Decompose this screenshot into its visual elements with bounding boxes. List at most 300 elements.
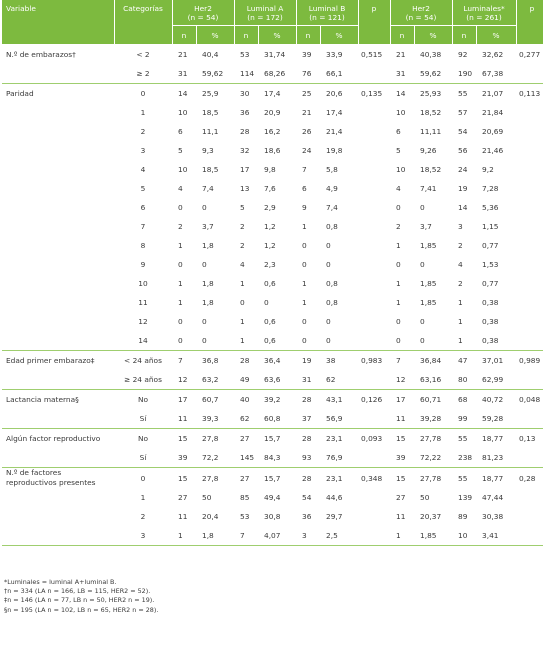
luminal-a-n-cell: 1	[240, 317, 245, 326]
table-body	[2, 45, 543, 546]
category-cell: Sí	[139, 453, 147, 462]
her2-pct-cell: 11,1	[202, 127, 219, 136]
her2-n-cell: 7	[172, 351, 196, 371]
her2-n-cell: 12	[178, 375, 188, 384]
luminal-a-n-cell: 53	[240, 512, 250, 521]
category-cell: 3	[140, 146, 146, 155]
her2-b-pct-cell: 27,78	[414, 468, 452, 489]
luminal-b-n-cell: 28	[296, 429, 320, 449]
luminales-pct-cell: 47,44	[482, 493, 504, 502]
luminal-a-n-cell: 28	[240, 127, 250, 136]
luminal-a-pct-cell: 0,6	[264, 317, 276, 326]
her2-pct-cell: 3,7	[202, 222, 214, 231]
table-row	[2, 122, 543, 141]
table-row	[2, 274, 543, 293]
luminales-n-cell: 2	[458, 279, 463, 288]
her2-b-n-cell: 1	[390, 526, 414, 546]
luminal-b-n-cell: 1	[302, 298, 307, 307]
category-cell: 2	[140, 512, 146, 521]
her2-b-pct-cell: 18,52	[420, 165, 442, 174]
luminal-a-n-cell: 36	[240, 108, 250, 117]
p-value-1-cell	[358, 160, 390, 179]
luminal-a-n-cell: 40	[234, 390, 258, 410]
luminal-a-n-cell: 62	[240, 414, 250, 423]
her2-b-pct-cell: 0	[420, 336, 425, 345]
luminal-a-n-cell: 32	[240, 146, 250, 155]
her2-pct-cell: 9,3	[202, 146, 214, 155]
table-row	[2, 236, 543, 255]
her2-b-n-cell: 11	[396, 414, 406, 423]
luminal-b-pct-cell: 62	[326, 375, 336, 384]
header-group-her2-b: Her2 (n = 54)	[390, 0, 452, 26]
variable-label	[2, 198, 114, 217]
luminal-b-pct-cell: 23,1	[320, 468, 358, 489]
luminal-a-n-cell: 1	[240, 279, 245, 288]
header-n: n	[390, 26, 414, 45]
p-value-2-cell	[516, 64, 543, 84]
luminales-pct-cell: 18,77	[476, 429, 516, 449]
table-row	[2, 84, 543, 104]
her2-b-pct-cell: 7,41	[420, 184, 437, 193]
luminales-n-cell: 47	[452, 351, 476, 371]
p-value-2-cell	[516, 141, 543, 160]
luminales-n-cell: 89	[458, 512, 468, 521]
luminal-b-pct-cell: 0,8	[326, 279, 338, 288]
luminal-b-n-cell: 0	[302, 317, 307, 326]
her2-b-n-cell: 0	[396, 260, 401, 269]
p-value-2-cell: 0,28	[516, 468, 543, 489]
p-value-1-cell	[358, 64, 390, 84]
p-value-1-cell: 0,983	[358, 351, 390, 371]
luminal-b-pct-cell: 29,7	[326, 512, 343, 521]
category-cell: 11	[138, 298, 148, 307]
luminales-n-cell: 24	[458, 165, 468, 174]
luminal-b-pct-cell: 0	[326, 317, 331, 326]
her2-b-n-cell: 15	[390, 429, 414, 449]
luminales-n-cell: 57	[458, 108, 468, 117]
variable-label	[2, 370, 114, 390]
luminales-n-cell: 3	[458, 222, 463, 231]
luminal-b-pct-cell: 76,9	[326, 453, 343, 462]
luminal-b-n-cell: 0	[302, 241, 307, 250]
her2-n-cell: 1	[172, 526, 196, 546]
luminal-a-pct-cell: 30,8	[264, 512, 281, 521]
her2-n-cell: 1	[178, 298, 183, 307]
luminales-pct-cell: 5,36	[482, 203, 499, 212]
her2-b-pct-cell: 3,7	[420, 222, 432, 231]
luminal-a-pct-cell: 68,26	[264, 69, 286, 78]
header-pct: %	[196, 26, 234, 45]
category-cell: < 24 años	[114, 351, 172, 371]
luminales-pct-cell: 18,77	[476, 468, 516, 489]
luminales-pct-cell: 67,38	[482, 69, 504, 78]
luminal-a-n-cell: 49	[240, 375, 250, 384]
her2-n-cell: 2	[178, 222, 183, 231]
her2-b-pct-cell: 0	[420, 317, 425, 326]
her2-b-pct-cell: 40,38	[414, 45, 452, 65]
table-row	[2, 409, 543, 429]
category-cell: 7	[140, 222, 146, 231]
her2-b-pct-cell: 1,85	[420, 279, 437, 288]
luminal-a-n-cell: 145	[240, 453, 255, 462]
luminal-a-pct-cell: 0,6	[264, 279, 276, 288]
her2-pct-cell: 0	[202, 336, 207, 345]
luminales-n-cell: 14	[458, 203, 468, 212]
her2-b-pct-cell: 1,85	[414, 526, 452, 546]
category-cell: ≥ 24 años	[124, 375, 162, 384]
her2-b-n-cell: 14	[390, 84, 414, 104]
her2-pct-cell: 27,8	[196, 468, 234, 489]
category-cell: 0	[114, 84, 172, 104]
luminal-b-n-cell: 24	[302, 146, 312, 155]
her2-n-cell: 17	[172, 390, 196, 410]
category-cell: 4	[140, 165, 146, 174]
variable-label	[2, 255, 114, 274]
luminal-a-pct-cell: 9,8	[264, 165, 276, 174]
luminal-b-pct-cell: 38	[320, 351, 358, 371]
luminal-b-pct-cell: 0,8	[326, 298, 338, 307]
category-cell: 10	[138, 279, 148, 288]
luminales-pct-cell: 59,28	[482, 414, 504, 423]
luminales-pct-cell: 37,01	[476, 351, 516, 371]
her2-pct-cell: 40,4	[196, 45, 234, 65]
her2-pct-cell: 18,5	[202, 165, 219, 174]
p-value-1-cell	[358, 274, 390, 293]
luminal-b-pct-cell: 66,1	[326, 69, 343, 78]
luminales-pct-cell: 21,84	[482, 108, 504, 117]
table-row	[2, 370, 543, 390]
her2-n-cell: 10	[178, 165, 188, 174]
variable-label	[2, 448, 114, 468]
her2-n-cell: 10	[178, 108, 188, 117]
her2-b-n-cell: 39	[396, 453, 406, 462]
header-n: n	[234, 26, 258, 45]
footnote: †n = 334 (LA n = 166, LB = 115, HER2 = 52).	[4, 587, 151, 596]
her2-b-n-cell: 10	[396, 108, 406, 117]
luminal-b-n-cell: 21	[302, 108, 312, 117]
her2-n-cell: 14	[172, 84, 196, 104]
category-cell: 8	[140, 241, 146, 250]
header-pct: %	[320, 26, 358, 45]
her2-pct-cell: 0	[202, 260, 207, 269]
p-value-1-cell	[358, 409, 390, 429]
p-value-2-cell: 0,989	[516, 351, 543, 371]
luminales-pct-cell: 0,38	[482, 298, 499, 307]
luminal-a-n-cell: 30	[234, 84, 258, 104]
her2-b-n-cell: 31	[396, 69, 406, 78]
header-pct: %	[414, 26, 452, 45]
table-row	[2, 351, 543, 371]
luminales-n-cell: 4	[458, 260, 463, 269]
p-value-1-cell	[358, 312, 390, 331]
luminal-a-pct-cell: 2,9	[264, 203, 276, 212]
her2-n-cell: 15	[172, 429, 196, 449]
p-value-1-cell	[358, 526, 390, 546]
luminal-b-n-cell: 6	[302, 184, 307, 193]
header-n: n	[172, 26, 196, 45]
her2-b-pct-cell: 18,52	[420, 108, 442, 117]
header-group-luminal-b: Luminal B (n = 121)	[296, 0, 358, 26]
category-cell: 5	[140, 184, 146, 193]
category-cell: 1	[140, 493, 146, 502]
table-row	[2, 160, 543, 179]
table-row	[2, 255, 543, 274]
luminal-b-pct-cell: 0	[326, 260, 331, 269]
footnote: §n = 195 (LA n = 102, LB n = 65, HER2 n = 28).	[4, 605, 159, 614]
her2-b-n-cell: 7	[390, 351, 414, 371]
category-cell: No	[114, 429, 172, 449]
luminal-a-n-cell: 2	[240, 222, 245, 231]
p-value-1-cell: 0,126	[358, 390, 390, 410]
p-value-2-cell	[516, 198, 543, 217]
her2-b-n-cell: 1	[396, 279, 401, 288]
her2-b-pct-cell: 59,62	[420, 69, 442, 78]
header-group-luminales: Luminales* (n = 261)	[452, 0, 516, 26]
variable-label	[2, 122, 114, 141]
p-value-1-cell	[358, 122, 390, 141]
luminal-b-pct-cell: 17,4	[326, 108, 343, 117]
her2-n-cell: 39	[178, 453, 188, 462]
variable-label	[2, 160, 114, 179]
her2-b-pct-cell: 11,11	[420, 127, 442, 136]
her2-n-cell: 1	[178, 279, 183, 288]
p-value-1-cell: 0,093	[358, 429, 390, 449]
header-n: n	[452, 26, 476, 45]
her2-b-pct-cell: 25,93	[414, 84, 452, 104]
her2-pct-cell: 39,3	[202, 414, 219, 423]
footnote: ‡n = 146 (LA n = 77, LB n = 50, HER2 n = 19).	[4, 596, 155, 605]
her2-n-cell: 11	[178, 512, 188, 521]
luminales-pct-cell: 0,38	[482, 336, 499, 345]
p-value-2-cell	[516, 236, 543, 255]
category-cell: 0	[114, 468, 172, 489]
luminal-a-pct-cell: 0,6	[264, 336, 276, 345]
luminal-a-n-cell: 0	[240, 298, 245, 307]
luminal-b-pct-cell: 5,8	[326, 165, 338, 174]
luminal-b-n-cell: 54	[302, 493, 312, 502]
her2-pct-cell: 0	[202, 317, 207, 326]
luminales-pct-cell: 0,38	[482, 317, 499, 326]
variable-label: Lactancia materna§	[2, 390, 114, 410]
table-row	[2, 312, 543, 331]
luminal-a-pct-cell: 36,4	[258, 351, 296, 371]
luminales-n-cell: 1	[458, 317, 463, 326]
luminales-pct-cell: 81,23	[482, 453, 504, 462]
p-value-2-cell	[516, 526, 543, 546]
luminal-b-n-cell: 0	[302, 336, 307, 345]
p-value-2-cell	[516, 274, 543, 293]
luminal-b-pct-cell: 20,6	[320, 84, 358, 104]
variable-label: Paridad	[2, 84, 114, 104]
luminal-b-pct-cell: 19,8	[326, 146, 343, 155]
variable-label	[2, 236, 114, 255]
p-value-1-cell	[358, 236, 390, 255]
luminal-a-n-cell: 4	[240, 260, 245, 269]
luminal-a-n-cell: 13	[240, 184, 250, 193]
luminal-b-pct-cell: 56,9	[326, 414, 343, 423]
p-value-1-cell	[358, 331, 390, 351]
luminal-a-n-cell: 53	[234, 45, 258, 65]
variable-label: N.º de embarazos†	[2, 45, 114, 65]
luminales-n-cell: 54	[458, 127, 468, 136]
luminal-b-pct-cell: 44,6	[326, 493, 343, 502]
her2-pct-cell: 1,8	[202, 279, 214, 288]
luminales-n-cell: 10	[452, 526, 476, 546]
her2-pct-cell: 63,2	[202, 375, 219, 384]
her2-b-n-cell: 15	[390, 468, 414, 489]
her2-b-n-cell: 2	[396, 222, 401, 231]
variable-label	[2, 312, 114, 331]
header-group-her2: Her2 (n = 54)	[172, 0, 234, 26]
table-row	[2, 331, 543, 351]
luminal-b-pct-cell: 21,4	[326, 127, 343, 136]
header-n: n	[296, 26, 320, 45]
p-value-1-cell	[358, 179, 390, 198]
luminal-b-n-cell: 1	[302, 279, 307, 288]
luminal-b-n-cell: 7	[302, 165, 307, 174]
her2-b-n-cell: 10	[396, 165, 406, 174]
luminal-b-n-cell: 1	[302, 222, 307, 231]
footnote: *Luminales = luminal A+luminal B.	[4, 578, 117, 586]
her2-n-cell: 5	[178, 146, 183, 155]
category-cell: 14	[138, 336, 148, 345]
luminal-b-n-cell: 3	[296, 526, 320, 546]
her2-b-n-cell: 6	[396, 127, 401, 136]
her2-pct-cell: 72,2	[202, 453, 219, 462]
her2-b-n-cell: 1	[396, 241, 401, 250]
table-row	[2, 526, 543, 546]
her2-n-cell: 0	[178, 203, 183, 212]
variable-label	[2, 526, 114, 546]
her2-n-cell: 0	[178, 260, 183, 269]
her2-b-n-cell: 17	[390, 390, 414, 410]
luminales-n-cell: 19	[458, 184, 468, 193]
variable-label	[2, 141, 114, 160]
table-row	[2, 390, 543, 410]
luminal-b-n-cell: 28	[296, 468, 320, 489]
p-value-1-cell	[358, 255, 390, 274]
luminal-b-n-cell: 26	[302, 127, 312, 136]
p-value-2-cell	[516, 370, 543, 390]
p-value-2-cell	[516, 448, 543, 468]
luminal-a-pct-cell: 39,2	[258, 390, 296, 410]
variable-label	[2, 409, 114, 429]
luminal-b-pct-cell: 4,9	[326, 184, 338, 193]
her2-b-n-cell: 11	[396, 512, 406, 521]
category-cell: 1	[140, 108, 146, 117]
p-value-2-cell	[516, 409, 543, 429]
luminales-pct-cell: 7,28	[482, 184, 499, 193]
luminal-a-pct-cell: 1,2	[264, 222, 276, 231]
p-value-2-cell: 0,113	[516, 84, 543, 104]
luminal-a-pct-cell: 60,8	[264, 414, 281, 423]
her2-pct-cell: 20,4	[202, 512, 219, 521]
p-value-1-cell	[358, 141, 390, 160]
luminal-a-pct-cell: 63,6	[264, 375, 281, 384]
p-value-1-cell	[358, 293, 390, 312]
luminal-a-pct-cell: 7,6	[264, 184, 276, 193]
luminal-a-n-cell: 1	[240, 336, 245, 345]
luminales-pct-cell: 0,77	[482, 279, 499, 288]
p-value-1-cell: 0,515	[358, 45, 390, 65]
her2-b-pct-cell: 0	[420, 260, 425, 269]
luminal-a-pct-cell: 17,4	[258, 84, 296, 104]
luminal-a-pct-cell: 20,9	[264, 108, 281, 117]
her2-pct-cell: 59,62	[202, 69, 224, 78]
her2-b-pct-cell: 50	[420, 493, 430, 502]
variable-label	[2, 103, 114, 122]
luminales-n-cell: 68	[452, 390, 476, 410]
variable-label: N.º de factores reproductivos presentes	[2, 468, 114, 489]
luminal-b-pct-cell: 43,1	[320, 390, 358, 410]
luminal-a-pct-cell: 31,74	[258, 45, 296, 65]
her2-b-pct-cell: 36,84	[414, 351, 452, 371]
her2-n-cell: 4	[178, 184, 183, 193]
luminal-a-n-cell: 17	[240, 165, 250, 174]
header-p-1: p	[358, 0, 390, 45]
luminales-n-cell: 56	[458, 146, 468, 155]
p-value-2-cell	[516, 217, 543, 236]
variable-label: Algún factor reproductivo	[2, 429, 114, 449]
table-header	[2, 0, 543, 45]
her2-pct-cell: 36,8	[196, 351, 234, 371]
results-table	[2, 0, 543, 546]
header-pct: %	[476, 26, 516, 45]
table-row	[2, 64, 543, 84]
table-row	[2, 179, 543, 198]
her2-n-cell: 11	[178, 414, 188, 423]
her2-n-cell: 15	[172, 468, 196, 489]
luminal-a-n-cell: 5	[240, 203, 245, 212]
p-value-2-cell: 0,277	[516, 45, 543, 65]
p-value-2-cell	[516, 507, 543, 526]
luminales-pct-cell: 32,62	[476, 45, 516, 65]
p-value-1-cell	[358, 448, 390, 468]
variable-label	[2, 293, 114, 312]
p-value-2-cell	[516, 179, 543, 198]
luminal-a-pct-cell: 49,4	[264, 493, 281, 502]
luminal-b-pct-cell: 0,8	[326, 222, 338, 231]
header-pct: %	[258, 26, 296, 45]
header-group-luminal-a: Luminal A (n = 172)	[234, 0, 296, 26]
her2-b-pct-cell: 1,85	[420, 241, 437, 250]
her2-n-cell: 27	[178, 493, 188, 502]
luminal-a-pct-cell: 4,07	[258, 526, 296, 546]
luminales-n-cell: 55	[452, 429, 476, 449]
p-value-2-cell	[516, 122, 543, 141]
her2-pct-cell: 1,8	[196, 526, 234, 546]
table-row	[2, 448, 543, 468]
luminales-n-cell: 190	[458, 69, 473, 78]
her2-b-pct-cell: 0	[420, 203, 425, 212]
table-row	[2, 468, 543, 489]
luminales-pct-cell: 1,53	[482, 260, 499, 269]
luminales-pct-cell: 1,15	[482, 222, 499, 231]
luminal-b-pct-cell: 23,1	[320, 429, 358, 449]
p-value-1-cell	[358, 488, 390, 507]
luminales-n-cell: 2	[458, 241, 463, 250]
luminal-a-pct-cell: 2,3	[264, 260, 276, 269]
luminal-a-n-cell: 114	[240, 69, 255, 78]
luminal-b-n-cell: 0	[302, 260, 307, 269]
luminal-a-n-cell: 85	[240, 493, 250, 502]
luminal-a-pct-cell: 1,2	[264, 241, 276, 250]
luminal-b-n-cell: 39	[296, 45, 320, 65]
category-cell: Sí	[139, 414, 147, 423]
luminal-b-n-cell: 31	[302, 375, 312, 384]
her2-pct-cell: 1,8	[202, 241, 214, 250]
luminal-b-n-cell: 93	[302, 453, 312, 462]
